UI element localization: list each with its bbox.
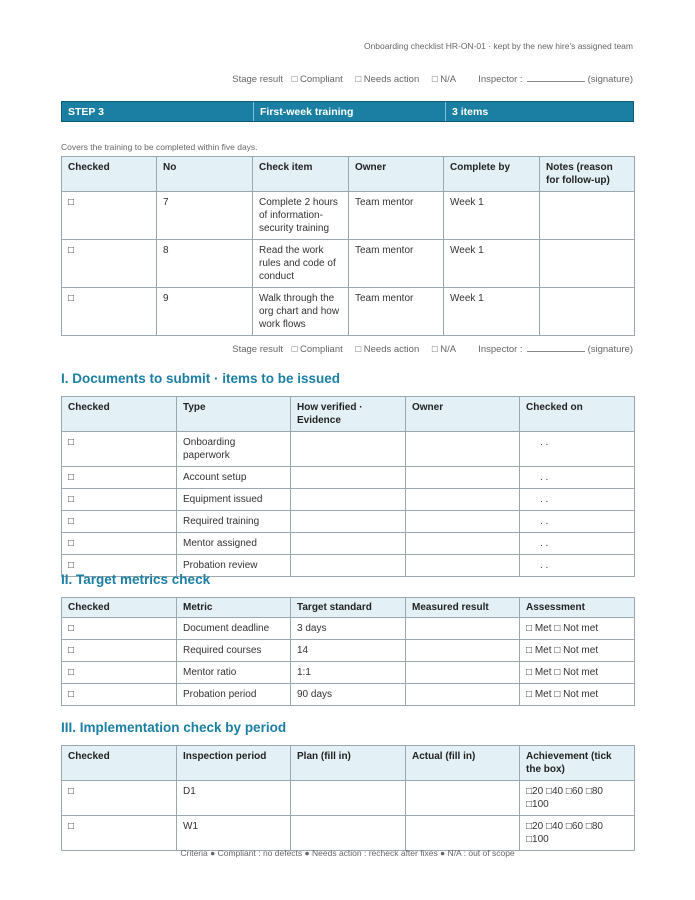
document-type: Required training — [177, 511, 291, 533]
row-checkbox[interactable]: □ — [62, 640, 177, 662]
assessment-checkboxes[interactable]: □ Met □ Not met — [520, 684, 635, 706]
document-header-note: Onboarding checklist HR-ON-01 · kept by the new hire's assigned team — [363, 41, 633, 51]
row-checkbox[interactable]: □ — [62, 288, 157, 336]
row-checkbox[interactable]: □ — [62, 192, 157, 240]
evidence-cell[interactable] — [291, 467, 406, 489]
target-standard: 3 days — [291, 618, 406, 640]
section-title-metrics — [61, 572, 210, 587]
table-row — [62, 816, 635, 851]
checked-on-date[interactable]: . . — [520, 533, 635, 555]
measured-result-cell[interactable] — [406, 662, 520, 684]
table-row — [62, 240, 635, 288]
document-type: Onboarding paperwork — [177, 432, 291, 467]
section-number: I — [61, 371, 65, 386]
check-item: Read the work rules and code of conduct — [253, 240, 349, 288]
assessment-checkboxes[interactable]: □ Met □ Not met — [520, 662, 635, 684]
row-checkbox[interactable]: □ — [62, 662, 177, 684]
table-row — [62, 618, 635, 640]
row-checkbox[interactable]: □ — [62, 467, 177, 489]
row-checkbox[interactable]: □ — [62, 240, 157, 288]
column-header: Check item — [253, 157, 349, 192]
metric-name: Probation period — [177, 684, 291, 706]
table-row — [62, 288, 635, 336]
item-number: 9 — [157, 288, 253, 336]
table-row — [62, 511, 635, 533]
stage-result-row — [228, 344, 633, 355]
evidence-cell[interactable] — [291, 555, 406, 577]
item-number: 8 — [157, 240, 253, 288]
table-row — [62, 489, 635, 511]
na-checkbox[interactable]: □ N/A — [431, 344, 456, 355]
notes-cell[interactable] — [540, 288, 635, 336]
achievement-checkboxes[interactable]: □20 □40 □60 □80 □100 — [520, 781, 635, 816]
check-item: Walk through the org chart and how work flows — [253, 288, 349, 336]
plan-cell[interactable] — [291, 816, 406, 851]
needs-action-checkbox[interactable]: □ Needs action — [355, 74, 420, 85]
document-type: Account setup — [177, 467, 291, 489]
compliant-checkbox[interactable]: □ Compliant — [291, 74, 343, 85]
stage-result-label: Stage result — [232, 74, 283, 85]
notes-cell[interactable] — [540, 192, 635, 240]
owner-cell: Team mentor — [349, 240, 444, 288]
owner-cell[interactable] — [406, 467, 520, 489]
target-standard: 14 — [291, 640, 406, 662]
step-checklist-table — [61, 156, 635, 336]
document-type: Equipment issued — [177, 489, 291, 511]
row-checkbox[interactable]: □ — [62, 555, 177, 577]
column-header: Achievement (tick the box) — [520, 746, 635, 781]
column-header: Checked — [62, 746, 177, 781]
inspector-label: Inspector : — [478, 74, 523, 85]
owner-cell[interactable] — [406, 555, 520, 577]
table-row — [62, 781, 635, 816]
column-header: Inspection period — [177, 746, 291, 781]
column-header: Measured result — [406, 598, 520, 618]
section-title-text: . Documents to submit · items to be issued — [64, 371, 341, 386]
evidence-cell[interactable] — [291, 489, 406, 511]
row-checkbox[interactable]: □ — [62, 684, 177, 706]
table-row — [62, 533, 635, 555]
table-row — [62, 640, 635, 662]
stage-result-label: Stage result — [232, 344, 283, 355]
evidence-cell[interactable] — [291, 432, 406, 467]
table-header-row — [62, 746, 635, 781]
owner-cell[interactable] — [406, 489, 520, 511]
section-title-text: . Implementation check by period — [72, 720, 287, 735]
item-number: 7 — [157, 192, 253, 240]
metric-name: Document deadline — [177, 618, 291, 640]
needs-action-checkbox[interactable]: □ Needs action — [355, 344, 420, 355]
column-header: Target standard — [291, 598, 406, 618]
step-number: STEP 3 — [62, 102, 254, 121]
checked-on-date[interactable]: . . — [520, 555, 635, 577]
column-header: Actual (fill in) — [406, 746, 520, 781]
evidence-cell[interactable] — [291, 511, 406, 533]
column-header: How verified · Evidence — [291, 397, 406, 432]
row-checkbox[interactable]: □ — [62, 489, 177, 511]
target-standard: 1:1 — [291, 662, 406, 684]
assessment-checkboxes[interactable]: □ Met □ Not met — [520, 618, 635, 640]
inspector-label: Inspector : — [478, 344, 523, 355]
column-header: Type — [177, 397, 291, 432]
owner-cell: Team mentor — [349, 288, 444, 336]
table-header-row — [62, 598, 635, 618]
checked-on-date[interactable]: . . — [520, 467, 635, 489]
step-item-count: 3 items — [452, 105, 489, 118]
row-checkbox[interactable]: □ — [62, 533, 177, 555]
target-standard: 90 days — [291, 684, 406, 706]
complete-by-cell: Week 1 — [444, 240, 540, 288]
criteria-legend: Criteria ● Compliant : no defects ● Needs action : recheck after fixes ● N/A : out of scope — [180, 848, 515, 858]
row-checkbox[interactable]: □ — [62, 432, 177, 467]
step-header-bar — [61, 101, 634, 122]
evidence-cell[interactable] — [291, 533, 406, 555]
column-header: Checked — [62, 397, 177, 432]
column-header: Assessment — [520, 598, 635, 618]
checked-on-date[interactable]: . . — [520, 432, 635, 467]
measured-result-cell[interactable] — [406, 684, 520, 706]
signature-label: (signature) — [587, 344, 633, 355]
section-title-documents — [61, 371, 340, 386]
column-header: Metric — [177, 598, 291, 618]
stage-result-row — [228, 74, 633, 85]
owner-cell[interactable] — [406, 511, 520, 533]
na-checkbox[interactable]: □ N/A — [431, 74, 456, 85]
row-checkbox[interactable]: □ — [62, 618, 177, 640]
column-header: Complete by — [444, 157, 540, 192]
inspector-signature-line[interactable] — [527, 344, 585, 352]
assessment-checkboxes[interactable]: □ Met □ Not met — [520, 640, 635, 662]
document-type: Mentor assigned — [177, 533, 291, 555]
table-header-row — [62, 397, 635, 432]
row-checkbox[interactable]: □ — [62, 511, 177, 533]
owner-cell[interactable] — [406, 533, 520, 555]
table-row — [62, 662, 635, 684]
step-description: Covers the training to be completed within five days. — [61, 142, 258, 152]
metric-name: Required courses — [177, 640, 291, 662]
implementation-table — [61, 745, 635, 851]
checked-on-date[interactable]: . . — [520, 511, 635, 533]
step-title: First-week training — [254, 102, 446, 121]
section-number: III — [61, 720, 73, 735]
table-row — [62, 684, 635, 706]
documents-table — [61, 396, 635, 577]
table-row — [62, 432, 635, 467]
plan-cell[interactable] — [291, 781, 406, 816]
achievement-checkboxes[interactable]: □20 □40 □60 □80 □100 — [520, 816, 635, 851]
complete-by-cell: Week 1 — [444, 192, 540, 240]
complete-by-cell: Week 1 — [444, 288, 540, 336]
inspector-signature-line[interactable] — [527, 74, 585, 82]
section-title-text: . Target metrics check — [68, 572, 211, 587]
inspection-period: W1 — [177, 816, 291, 851]
table-header-row — [62, 157, 635, 192]
column-header: Owner — [349, 157, 444, 192]
column-header: Plan (fill in) — [291, 746, 406, 781]
notes-cell[interactable] — [540, 240, 635, 288]
owner-cell: Team mentor — [349, 192, 444, 240]
column-header: No — [157, 157, 253, 192]
column-header: Checked — [62, 598, 177, 618]
column-header: Notes (reason for follow-up) — [540, 157, 635, 192]
table-row — [62, 467, 635, 489]
column-header: Owner — [406, 397, 520, 432]
checked-on-date[interactable]: . . — [520, 489, 635, 511]
table-row — [62, 192, 635, 240]
section-title-implementation — [61, 720, 286, 735]
owner-cell[interactable] — [406, 432, 520, 467]
measured-result-cell[interactable] — [406, 618, 520, 640]
column-header: Checked on — [520, 397, 635, 432]
compliant-checkbox[interactable]: □ Compliant — [291, 344, 343, 355]
row-checkbox[interactable]: □ — [62, 781, 177, 816]
actual-cell[interactable] — [406, 816, 520, 851]
metrics-table — [61, 597, 635, 706]
measured-result-cell[interactable] — [406, 640, 520, 662]
section-number: II — [61, 572, 69, 587]
row-checkbox[interactable]: □ — [62, 816, 177, 851]
signature-label: (signature) — [587, 74, 633, 85]
inspection-period: D1 — [177, 781, 291, 816]
column-header: Checked — [62, 157, 157, 192]
check-item: Complete 2 hours of information-security training — [253, 192, 349, 240]
metric-name: Mentor ratio — [177, 662, 291, 684]
document-type: Probation review — [177, 555, 291, 577]
actual-cell[interactable] — [406, 781, 520, 816]
